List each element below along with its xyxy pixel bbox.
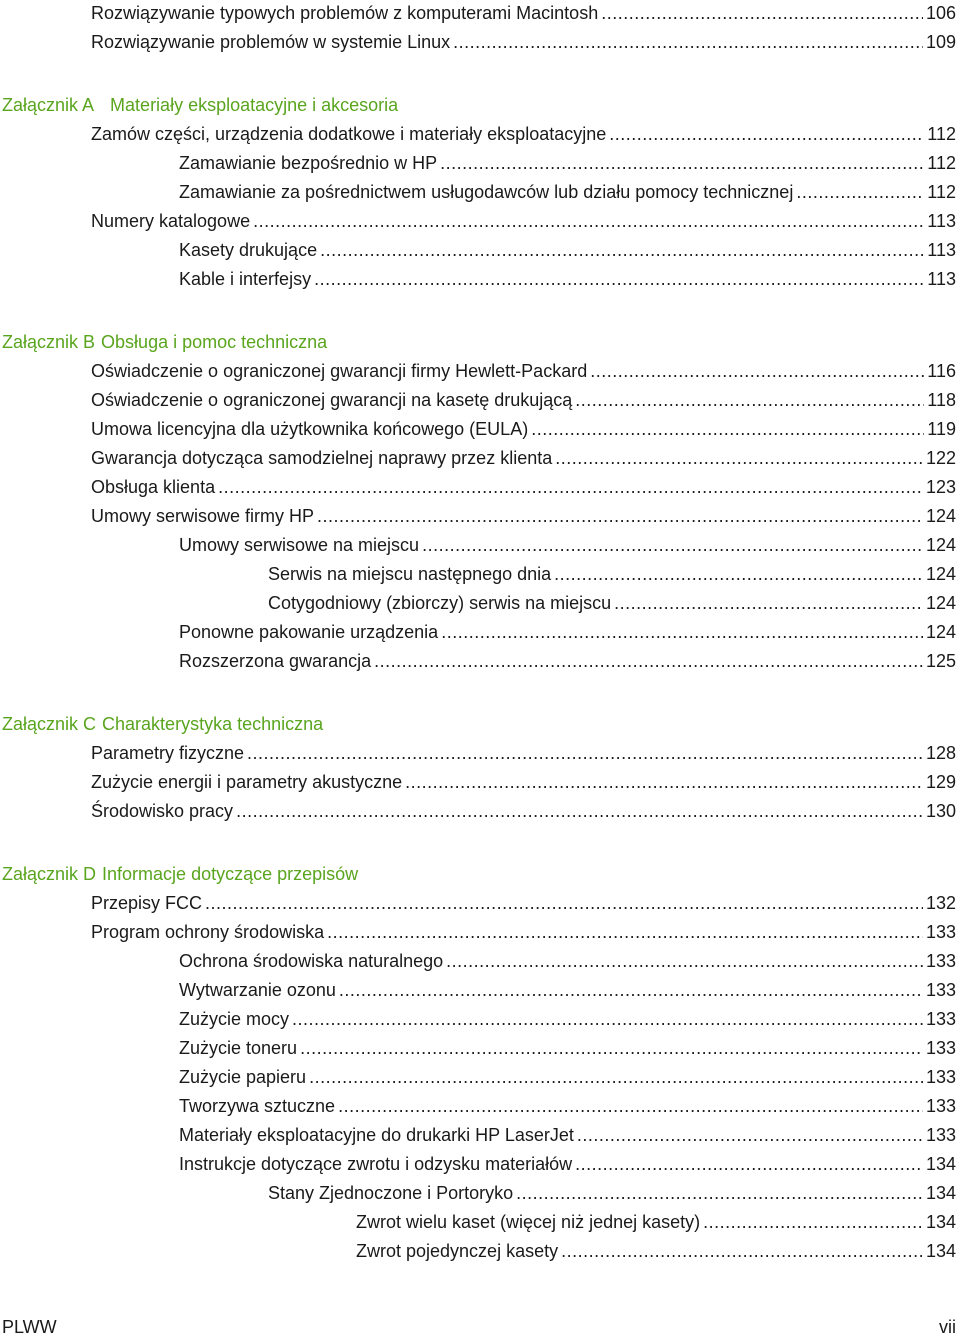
- toc-entry-title: Zwrot wielu kaset (więcej niż jednej kasety): [356, 1212, 701, 1232]
- toc-entry[interactable]: [91, 416, 956, 442]
- toc-entry-page-number: 112: [927, 124, 956, 144]
- toc-entry[interactable]: [179, 948, 956, 974]
- dot-leader: [614, 590, 923, 616]
- toc-entry-page-number: 116: [927, 361, 956, 381]
- toc-entry-page-number: 124: [925, 564, 956, 584]
- toc-entry[interactable]: [179, 1151, 956, 1177]
- toc-entry-page-number: 133: [925, 951, 956, 971]
- toc-entry-title: Umowa licencyjna dla użytkownika końcowego (EULA): [91, 419, 529, 439]
- dot-leader: [236, 798, 923, 824]
- toc-entry[interactable]: [179, 532, 956, 558]
- toc-entry-page-number: 124: [925, 593, 956, 613]
- dot-leader: [555, 445, 923, 471]
- appendix-heading[interactable]: [2, 92, 398, 118]
- toc-entry-title: Rozwiązywanie problemów w systemie Linux: [91, 32, 451, 52]
- toc-entry-title: Umowy serwisowe na miejscu: [179, 535, 420, 555]
- toc-entry-title: Oświadczenie o ograniczonej gwarancji firmy Hewlett-Packard: [91, 361, 588, 381]
- toc-entry[interactable]: [179, 266, 956, 292]
- toc-entry[interactable]: [356, 1209, 956, 1235]
- dot-leader: [554, 561, 923, 587]
- toc-entry[interactable]: [179, 179, 956, 205]
- toc-entry-page-number: 132: [925, 893, 956, 913]
- toc-entry-title: Umowy serwisowe firmy HP: [91, 506, 315, 526]
- dot-leader: [440, 150, 924, 176]
- toc-entry-title: Ochrona środowiska naturalnego: [179, 951, 444, 971]
- toc-entry-title: Zużycie toneru: [179, 1038, 298, 1058]
- dot-leader: [338, 1093, 923, 1119]
- appendix-label: Załącznik C: [2, 714, 97, 734]
- toc-entry[interactable]: [91, 769, 956, 795]
- toc-entry-page-number: 133: [925, 1009, 956, 1029]
- dot-leader: [253, 208, 924, 234]
- toc-entry[interactable]: [91, 890, 956, 916]
- dot-leader: [796, 179, 924, 205]
- toc-entry-page-number: 112: [927, 153, 956, 173]
- dot-leader: [309, 1064, 923, 1090]
- toc-entry-title: Rozszerzona gwarancja: [179, 651, 372, 671]
- appendix-title: Charakterystyka techniczna: [102, 714, 324, 734]
- toc-entry[interactable]: [268, 1180, 956, 1206]
- toc-entry-page-number: 133: [925, 922, 956, 942]
- page-footer: [0, 1317, 960, 1337]
- toc-entry-title: Stany Zjednoczone i Portoryko: [268, 1183, 514, 1203]
- toc-entry[interactable]: [91, 208, 956, 234]
- dot-leader: [320, 237, 924, 263]
- toc-entry[interactable]: [91, 0, 956, 26]
- dot-leader: [441, 619, 923, 645]
- toc-entry[interactable]: [268, 561, 956, 587]
- toc-entry[interactable]: [91, 474, 956, 500]
- toc-entry-title: Tworzywa sztuczne: [179, 1096, 336, 1116]
- appendix-heading[interactable]: [2, 861, 358, 887]
- toc-entry-page-number: 123: [925, 477, 956, 497]
- toc-entry-page-number: 128: [925, 743, 956, 763]
- toc-entry-page-number: 133: [925, 1038, 956, 1058]
- dot-leader: [218, 474, 923, 500]
- toc-entry-title: Przepisy FCC: [91, 893, 203, 913]
- toc-entry[interactable]: [179, 1006, 956, 1032]
- toc-entry-page-number: 130: [925, 801, 956, 821]
- dot-leader: [609, 121, 924, 147]
- toc-entry-page-number: 109: [925, 32, 956, 52]
- toc-entry[interactable]: [179, 1093, 956, 1119]
- dot-leader: [516, 1180, 923, 1206]
- dot-leader: [300, 1035, 923, 1061]
- toc-entry-page-number: 112: [927, 182, 956, 202]
- toc-entry-title: Kable i interfejsy: [179, 269, 312, 289]
- appendix-title: Informacje dotyczące przepisów: [102, 864, 359, 884]
- toc-entry-title: Zamów części, urządzenia dodatkowe i materiały eksploatacyjne: [91, 124, 607, 144]
- dot-leader: [577, 1122, 923, 1148]
- toc-entry-title: Parametry fizyczne: [91, 743, 245, 763]
- toc-entry-title: Zużycie papieru: [179, 1067, 307, 1087]
- toc-entry-title: Obsługa klienta: [91, 477, 216, 497]
- dot-leader: [561, 1238, 923, 1264]
- toc-entry[interactable]: [91, 121, 956, 147]
- footer-page-number: vii: [939, 1317, 956, 1337]
- appendix-title: Materiały eksploatacyjne i akcesoria: [110, 95, 399, 115]
- toc-entry[interactable]: [179, 1064, 956, 1090]
- toc-entry[interactable]: [91, 740, 956, 766]
- toc-entry[interactable]: [91, 358, 956, 384]
- toc-entry-page-number: 125: [925, 651, 956, 671]
- dot-leader: [314, 266, 924, 292]
- dot-leader: [327, 919, 923, 945]
- dot-leader: [405, 769, 923, 795]
- dot-leader: [590, 358, 924, 384]
- toc-entry[interactable]: [91, 445, 956, 471]
- toc-entry[interactable]: [91, 798, 956, 824]
- toc-entry-page-number: 113: [927, 211, 956, 231]
- toc-entry[interactable]: [179, 1035, 956, 1061]
- dot-leader: [422, 532, 923, 558]
- toc-entry[interactable]: [179, 648, 956, 674]
- toc-entry[interactable]: [91, 919, 956, 945]
- toc-entry-title: Zużycie mocy: [179, 1009, 290, 1029]
- toc-entry-title: Kasety drukujące: [179, 240, 318, 260]
- toc-entry[interactable]: [91, 387, 956, 413]
- toc-entry-title: Zużycie energii i parametry akustyczne: [91, 772, 403, 792]
- toc-entry-page-number: 134: [925, 1241, 956, 1261]
- toc-entry-page-number: 122: [925, 448, 956, 468]
- toc-entry[interactable]: [179, 150, 956, 176]
- toc-entry[interactable]: [179, 977, 956, 1003]
- toc-entry[interactable]: [179, 1122, 956, 1148]
- appendix-label: Załącznik B: [2, 332, 96, 352]
- toc-entry-page-number: 133: [925, 1096, 956, 1116]
- toc-entry[interactable]: [268, 590, 956, 616]
- toc-entry-page-number: 129: [925, 772, 956, 792]
- dot-leader: [575, 1151, 923, 1177]
- dot-leader: [292, 1006, 923, 1032]
- toc-entry[interactable]: [356, 1238, 956, 1264]
- toc-entry-page-number: 113: [927, 269, 956, 289]
- toc-entry-title: Zamawianie za pośrednictwem usługodawców lub działu pomocy technicznej: [179, 182, 794, 202]
- dot-leader: [453, 29, 923, 55]
- appendix-label: Załącznik A: [2, 95, 95, 115]
- appendix-heading[interactable]: [2, 711, 323, 737]
- dot-leader: [703, 1209, 923, 1235]
- toc-entry-title: Cotygodniowy (zbiorczy) serwis na miejscu: [268, 593, 612, 613]
- footer-doc-code: PLWW: [2, 1317, 57, 1337]
- toc-entry-title: Zamawianie bezpośrednio w HP: [179, 153, 438, 173]
- dot-leader: [317, 503, 923, 529]
- toc-entry-page-number: 134: [925, 1154, 956, 1174]
- toc-entry-page-number: 134: [925, 1212, 956, 1232]
- toc-entry-page-number: 133: [925, 1125, 956, 1145]
- toc-entry-title: Rozwiązywanie typowych problemów z komputerami Macintosh: [91, 3, 599, 23]
- dot-leader: [531, 416, 924, 442]
- toc-entry-title: Instrukcje dotyczące zwrotu i odzysku materiałów: [179, 1154, 573, 1174]
- toc-entry-page-number: 124: [925, 622, 956, 642]
- toc-entry-page-number: 113: [927, 240, 956, 260]
- toc-entry[interactable]: [179, 237, 956, 263]
- toc-entry-title: Wytwarzanie ozonu: [179, 980, 336, 1000]
- toc-entry-title: Środowisko pracy: [91, 801, 234, 821]
- toc-entry-page-number: 133: [925, 1067, 956, 1087]
- toc-entry[interactable]: [91, 29, 956, 55]
- dot-leader: [446, 948, 923, 974]
- dot-leader: [575, 387, 924, 413]
- toc-entry-page-number: 124: [925, 535, 956, 555]
- toc-entry-page-number: 119: [927, 419, 956, 439]
- toc-entry-title: Materiały eksploatacyjne do drukarki HP LaserJet: [179, 1125, 574, 1145]
- toc-entry-title: Zwrot pojedynczej kasety: [356, 1241, 559, 1261]
- toc-entry[interactable]: [91, 503, 956, 529]
- toc-entry-title: Program ochrony środowiska: [91, 922, 325, 942]
- toc-entry-title: Gwarancja dotycząca samodzielnej naprawy przez klienta: [91, 448, 553, 468]
- dot-leader: [374, 648, 923, 674]
- toc-entry-title: Ponowne pakowanie urządzenia: [179, 622, 439, 642]
- dot-leader: [339, 977, 923, 1003]
- dot-leader: [601, 0, 923, 26]
- toc-entry-page-number: 124: [925, 506, 956, 526]
- dot-leader: [247, 740, 923, 766]
- toc-entry-page-number: 106: [925, 3, 956, 23]
- toc-entry-page-number: 134: [925, 1183, 956, 1203]
- appendix-label: Załącznik D: [2, 864, 97, 884]
- toc-entry-title: Oświadczenie o ograniczonej gwarancji na kasetę drukującą: [91, 390, 573, 410]
- toc-entry-title: Numery katalogowe: [91, 211, 251, 231]
- toc-entry-page-number: 133: [925, 980, 956, 1000]
- toc-entry-page-number: 118: [927, 390, 956, 410]
- appendix-title: Obsługa i pomoc techniczna: [101, 332, 328, 352]
- appendix-heading[interactable]: [2, 329, 327, 355]
- toc-entry[interactable]: [179, 619, 956, 645]
- dot-leader: [205, 890, 923, 916]
- toc-entry-title: Serwis na miejscu następnego dnia: [268, 564, 552, 584]
